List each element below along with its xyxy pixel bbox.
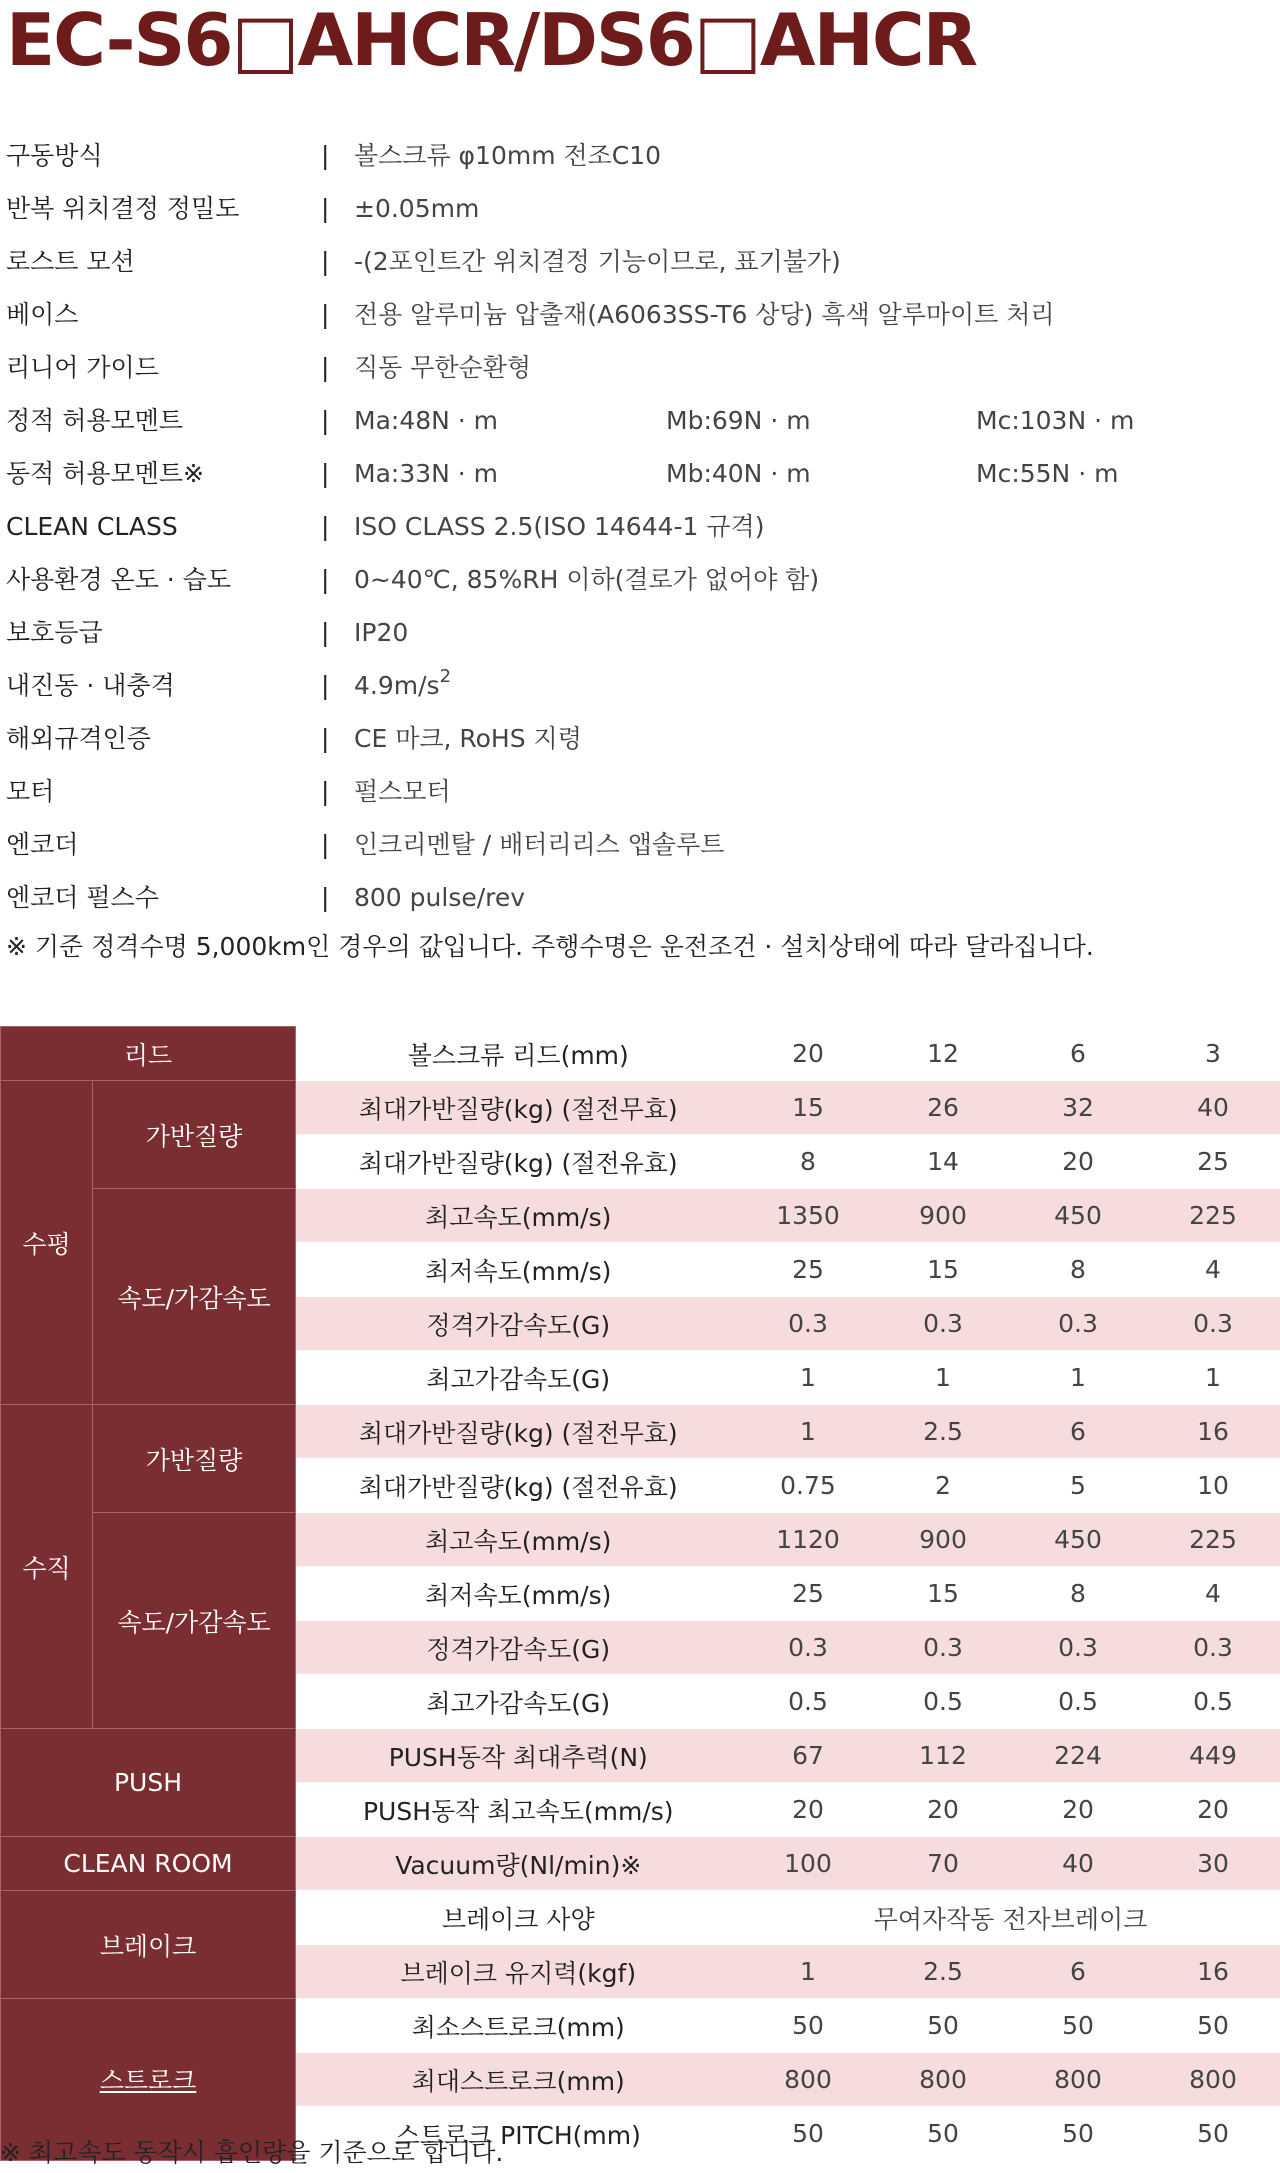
row-item: 최고가감속도(G) — [296, 1675, 741, 1729]
row-item: 최대가반질량(kg) (절전유효) — [296, 1459, 741, 1513]
table-cell: 20 — [1146, 1783, 1280, 1837]
table-cell: 5 — [1011, 1459, 1146, 1513]
table-cell: 450 — [1011, 1189, 1146, 1243]
table-cell: 67 — [741, 1729, 876, 1783]
row-item: PUSH동작 최고속도(mm/s) — [296, 1783, 741, 1837]
table-cell: 800 — [741, 2053, 876, 2107]
spec-row — [6, 871, 1266, 924]
group-push: PUSH — [1, 1729, 296, 1837]
table-cell: 20 — [1011, 1135, 1146, 1189]
spec-label: 보호등급 — [6, 606, 103, 659]
spec-label: 동적 허용모멘트※ — [6, 447, 204, 500]
table-cell: 449 — [1146, 1729, 1280, 1783]
spec-separator: | — [321, 659, 329, 712]
spec-value: Ma:33N · m — [354, 447, 498, 500]
table-cell: 20 — [1011, 1783, 1146, 1837]
table-cell: 50 — [1146, 1999, 1280, 2053]
spec-row — [6, 500, 1266, 553]
spec-label: 로스트 모션 — [6, 235, 135, 288]
table-cell: 30 — [1146, 1837, 1280, 1891]
spec-separator: | — [321, 394, 329, 447]
spec-value: Ma:48N · m — [354, 394, 498, 447]
spec-row — [6, 288, 1266, 341]
table-cell: 40 — [1011, 1837, 1146, 1891]
spec-separator: | — [321, 871, 329, 924]
spec-value: 볼스크류 φ10mm 전조C10 — [354, 129, 661, 182]
subgroup-speed: 속도/가감속도 — [93, 1513, 296, 1729]
spec-value: Mb:40N · m — [666, 447, 811, 500]
table-cell: 4 — [1146, 1243, 1280, 1297]
spec-separator: | — [321, 447, 329, 500]
page-title: EC-S6□AHCR/DS6□AHCR — [6, 0, 976, 80]
spec-value: ISO CLASS 2.5(ISO 14644-1 규격) — [354, 500, 764, 553]
table-row — [1, 1891, 1280, 1945]
unit-superscript: 2 — [440, 666, 451, 687]
spec-row — [6, 818, 1266, 871]
lead-value: 6 — [1011, 1027, 1146, 1081]
spec-value: 전용 알루미늄 압출재(A6063SS-T6 상당) 흑색 알루마이트 처리 — [354, 288, 1055, 341]
table-cell: 0.75 — [741, 1459, 876, 1513]
spec-label: 모터 — [6, 765, 54, 818]
table-cell: 450 — [1011, 1513, 1146, 1567]
row-item: 정격가감속도(G) — [296, 1621, 741, 1675]
spec-row — [6, 182, 1266, 235]
spec-label: 엔코더 펄스수 — [6, 871, 159, 924]
table-cell: 1120 — [741, 1513, 876, 1567]
row-item: PUSH동작 최대추력(N) — [296, 1729, 741, 1783]
spec-value: $4.9m/s^2$ — [354, 659, 451, 712]
table-cell: 10 — [1146, 1459, 1280, 1513]
spec-row — [6, 553, 1266, 606]
row-item: 최소스트로크(mm) — [296, 1999, 741, 2053]
spec-separator: | — [321, 606, 329, 659]
spec-value: 800 pulse/rev — [354, 871, 525, 924]
table-cell: 1 — [876, 1351, 1011, 1405]
lead-value: 3 — [1146, 1027, 1280, 1081]
table-cell: 8 — [741, 1135, 876, 1189]
lifetime-note: ※ 기준 정격수명 5,000km인 경우의 값입니다. 주행수명은 운전조건 · 설치상태에 따라 달라집니다. — [6, 923, 1094, 971]
spec-value: 0~40℃, 85%RH 이하(결로가 없어야 함) — [354, 553, 819, 606]
row-item: 스트로크 PITCH(mm) — [296, 2107, 741, 2161]
spec-separator: | — [321, 182, 329, 235]
table-cell: 6 — [1011, 1945, 1146, 1999]
spec-separator: | — [321, 341, 329, 394]
group-brake: 브레이크 — [1, 1891, 296, 1999]
table-cell: 224 — [1011, 1729, 1146, 1783]
spec-value: Mc:55N · m — [976, 447, 1118, 500]
table-cell: 0.5 — [876, 1675, 1011, 1729]
row-item: 볼스크류 리드(mm) — [296, 1027, 741, 1081]
table-cell: 0.3 — [1011, 1297, 1146, 1351]
table-cell: 15 — [741, 1081, 876, 1135]
lead-value: 12 — [876, 1027, 1011, 1081]
table-row — [1, 1405, 1280, 1459]
table-cell: 900 — [876, 1189, 1011, 1243]
table-cell: 0.5 — [1011, 1675, 1146, 1729]
table-cell: 800 — [1146, 2053, 1280, 2107]
table-cell: 1350 — [741, 1189, 876, 1243]
table-cell: 32 — [1011, 1081, 1146, 1135]
spec-value: Mb:69N · m — [666, 394, 811, 447]
spec-row — [6, 447, 1266, 500]
table-cell: 1 — [741, 1945, 876, 1999]
table-cell: 50 — [1011, 2107, 1146, 2161]
table-row — [1, 1027, 1280, 1081]
table-cell: 0.3 — [1146, 1621, 1280, 1675]
table-cell: 0.3 — [876, 1297, 1011, 1351]
table-cell: 100 — [741, 1837, 876, 1891]
subgroup-payload: 가반질량 — [93, 1081, 296, 1189]
table-cell: 800 — [1011, 2053, 1146, 2107]
spec-row — [6, 659, 1266, 712]
spec-separator: | — [321, 129, 329, 182]
spec-separator: | — [321, 818, 329, 871]
row-item: Vacuum량(Nl/min)※ — [296, 1837, 741, 1891]
spec-label: 내진동 · 내충격 — [6, 659, 175, 712]
table-cell: 40 — [1146, 1081, 1280, 1135]
spec-separator: | — [321, 500, 329, 553]
spec-row — [6, 235, 1266, 288]
table-row — [1, 1189, 1280, 1243]
row-item: 최저속도(mm/s) — [296, 1243, 741, 1297]
table-cell: 900 — [876, 1513, 1011, 1567]
spec-row — [6, 341, 1266, 394]
spec-label: 베이스 — [6, 288, 78, 341]
spec-separator: | — [321, 765, 329, 818]
table-cell: 16 — [1146, 1405, 1280, 1459]
table-cell: 15 — [876, 1243, 1011, 1297]
spec-value: 직동 무한순환형 — [354, 341, 531, 394]
row-item: 최저속도(mm/s) — [296, 1567, 741, 1621]
row-item: 최대가반질량(kg) (절전무효) — [296, 1081, 741, 1135]
group-horizontal: 수평 — [1, 1081, 93, 1405]
table-row — [1, 1999, 1280, 2053]
table-cell: 25 — [741, 1567, 876, 1621]
table-cell: 225 — [1146, 1513, 1280, 1567]
spec-separator: | — [321, 553, 329, 606]
group-clean-room: CLEAN ROOM — [1, 1837, 296, 1891]
performance-table — [0, 1026, 1280, 2161]
table-cell: 1 — [1011, 1351, 1146, 1405]
row-item: 최대가반질량(kg) (절전무효) — [296, 1405, 741, 1459]
row-item: 브레이크 유지력(kgf) — [296, 1945, 741, 1999]
spec-value: Mc:103N · m — [976, 394, 1134, 447]
spec-separator: | — [321, 712, 329, 765]
spec-value: ±0.05mm — [354, 182, 479, 235]
spec-value: 펄스모터 — [354, 765, 451, 818]
spec-row — [6, 712, 1266, 765]
spec-value: -(2포인트간 위치결정 기능이므로, 표기불가) — [354, 235, 841, 288]
spanned-value: 무여자작동 전자브레이크 — [741, 1891, 1280, 1945]
table-cell: 0.3 — [876, 1621, 1011, 1675]
spec-separator: | — [321, 235, 329, 288]
table-cell: 50 — [876, 2107, 1011, 2161]
spec-row — [6, 765, 1266, 818]
table-cell: 25 — [741, 1243, 876, 1297]
table-cell: 0.3 — [741, 1297, 876, 1351]
spec-value: 인크리멘탈 / 배터리리스 앱솔루트 — [354, 818, 724, 871]
table-cell: 0.3 — [741, 1621, 876, 1675]
table-cell: 225 — [1146, 1189, 1280, 1243]
table-cell: 1 — [741, 1351, 876, 1405]
spec-list — [6, 129, 1266, 924]
table-row — [1, 1513, 1280, 1567]
subgroup-speed: 속도/가감속도 — [93, 1189, 296, 1405]
table-cell: 1 — [1146, 1351, 1280, 1405]
spec-label: 해외규격인증 — [6, 712, 151, 765]
row-item: 최고가감속도(G) — [296, 1351, 741, 1405]
row-item: 브레이크 사양 — [296, 1891, 741, 1945]
spec-row — [6, 129, 1266, 182]
table-cell: 70 — [876, 1837, 1011, 1891]
table-cell: 50 — [741, 1999, 876, 2053]
table-cell: 16 — [1146, 1945, 1280, 1999]
spec-separator: | — [321, 288, 329, 341]
table-cell: 50 — [876, 1999, 1011, 2053]
table-cell: 20 — [876, 1783, 1011, 1837]
spec-value: CE 마크, RoHS 지령 — [354, 712, 582, 765]
group-stroke: 스트로크 — [1, 1999, 296, 2161]
spec-label: 구동방식 — [6, 129, 103, 182]
spec-row — [6, 606, 1266, 659]
spec-label: 반복 위치결정 정밀도 — [6, 182, 239, 235]
table-cell: 1 — [741, 1405, 876, 1459]
row-item: 최고속도(mm/s) — [296, 1513, 741, 1567]
spec-value: IP20 — [354, 606, 408, 659]
table-cell: 26 — [876, 1081, 1011, 1135]
group-vertical: 수직 — [1, 1405, 93, 1729]
table-cell: 6 — [1011, 1405, 1146, 1459]
row-item: 최고속도(mm/s) — [296, 1189, 741, 1243]
table-cell: 20 — [741, 1783, 876, 1837]
table-cell: 14 — [876, 1135, 1011, 1189]
table-row — [1, 1729, 1280, 1783]
table-cell: 2.5 — [876, 1945, 1011, 1999]
table-cell: 2.5 — [876, 1405, 1011, 1459]
table-cell: 0.3 — [1011, 1621, 1146, 1675]
lead-header: 리드 — [1, 1027, 296, 1081]
table-row — [1, 1837, 1280, 1891]
lead-value: 20 — [741, 1027, 876, 1081]
table-row — [1, 1081, 1280, 1135]
table-cell: 50 — [1011, 1999, 1146, 2053]
table-cell: 15 — [876, 1567, 1011, 1621]
spec-row — [6, 394, 1266, 447]
table-cell: 8 — [1011, 1567, 1146, 1621]
table-cell: 0.5 — [1146, 1675, 1280, 1729]
table-cell: 112 — [876, 1729, 1011, 1783]
row-item: 최대스트로크(mm) — [296, 2053, 741, 2107]
table-cell: 50 — [1146, 2107, 1280, 2161]
spec-label: 사용환경 온도 · 습도 — [6, 553, 231, 606]
table-cell: 800 — [876, 2053, 1011, 2107]
spec-label: 정적 허용모멘트 — [6, 394, 183, 447]
spec-label: CLEAN CLASS — [6, 500, 178, 553]
table-cell: 0.3 — [1146, 1297, 1280, 1351]
table-cell: 8 — [1011, 1243, 1146, 1297]
table-cell: 4 — [1146, 1567, 1280, 1621]
table-cell: 25 — [1146, 1135, 1280, 1189]
subgroup-payload: 가반질량 — [93, 1405, 296, 1513]
vacuum-note: ※ 최고속도 동작시 흡인량을 기준으로 합니다. — [0, 2133, 503, 2173]
table-cell: 2 — [876, 1459, 1011, 1513]
spec-label: 엔코더 — [6, 818, 78, 871]
row-item: 최대가반질량(kg) (절전유효) — [296, 1135, 741, 1189]
table-cell: 0.5 — [741, 1675, 876, 1729]
row-item: 정격가감속도(G) — [296, 1297, 741, 1351]
table-cell: 50 — [741, 2107, 876, 2161]
spec-label: 리니어 가이드 — [6, 341, 159, 394]
